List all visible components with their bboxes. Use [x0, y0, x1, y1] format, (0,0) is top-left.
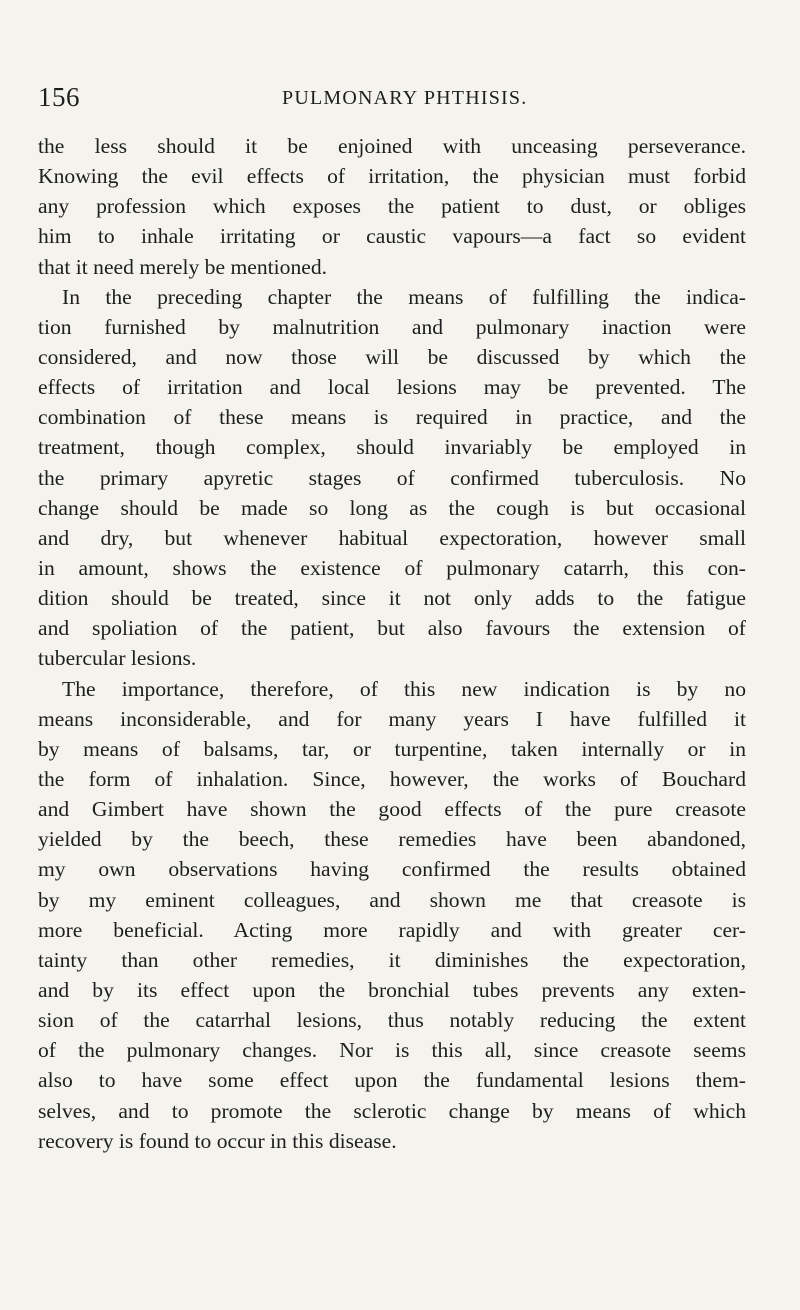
text-line: means inconsiderable, and for many years I have fulfilled it [38, 706, 746, 731]
paragraph-first-line: In the preceding chapter the means of fulfilling the indica- [62, 284, 746, 309]
text-line: the form of inhalation. Since, however, the works of Bouchard [38, 766, 746, 791]
text-line: the less should it be enjoined with unceasing perseverance. [38, 134, 746, 158]
text-line: by means of balsams, tar, or turpentine, taken internally or in [38, 736, 746, 761]
text-line: yielded by the beech, these remedies have been abandoned, [38, 827, 746, 852]
text-line: by my eminent colleagues, and shown me that creasote is [38, 887, 746, 912]
text-line: that it need merely be mentioned. [38, 254, 328, 279]
text-line: combination of these means is required in practice, and the [38, 405, 746, 430]
text-line: in amount, shows the existence of pulmonary catarrh, this con- [38, 555, 746, 580]
text-line: selves, and to promote the sclerotic change by means of which [38, 1098, 746, 1123]
text-line: also to have some effect upon the fundamental lesions them- [38, 1068, 746, 1093]
text-line: of the pulmonary changes. Nor is this all, since creasote seems [38, 1038, 746, 1063]
text-line: him to inhale irritating or caustic vapours—a fact so evident [38, 224, 746, 249]
text-line: treatment, though complex, should invariably be employed in [38, 435, 746, 460]
paragraph-first-line: The importance, therefore, of this new indication is by no [62, 676, 746, 701]
running-head [38, 80, 746, 114]
page-number: 156 [38, 82, 80, 112]
body-text [38, 131, 746, 1156]
text-line: and by its effect upon the bronchial tubes prevents any exten- [38, 977, 746, 1002]
text-line: any profession which exposes the patient to dust, or obliges [38, 194, 746, 219]
text-line: tainty than other remedies, it diminishes the expectoration, [38, 947, 746, 972]
text-line: change should be made so long as the cough is but occasional [38, 495, 746, 520]
text-line: my own observations having confirmed the results obtained [38, 857, 746, 882]
text-line: tubercular lesions. [38, 646, 197, 671]
text-line: and dry, but whenever habitual expectoration, however small [38, 525, 746, 550]
text-line: dition should be treated, since it not only adds to the fatigue [38, 586, 746, 611]
text-line: more beneficial. Acting more rapidly and with greater cer- [38, 917, 746, 942]
text-line: recovery is found to occur in this disease. [38, 1128, 397, 1153]
text-line: tion furnished by malnutrition and pulmonary inaction were [38, 314, 746, 339]
text-line: effects of irritation and local lesions may be prevented. The [38, 375, 746, 400]
text-line: and Gimbert have shown the good effects of the pure creasote [38, 797, 746, 822]
text-line: the primary apyretic stages of confirmed tuberculosis. No [38, 465, 746, 490]
running-title: PULMONARY PHTHISIS. [282, 87, 528, 109]
text-line: considered, and now those will be discussed by which the [38, 344, 746, 369]
text-line: sion of the catarrhal lesions, thus notably reducing the extent [38, 1008, 746, 1033]
text-line: and spoliation of the patient, but also favours the extension of [38, 616, 746, 641]
text-line: Knowing the evil effects of irritation, the physician must forbid [38, 164, 746, 189]
